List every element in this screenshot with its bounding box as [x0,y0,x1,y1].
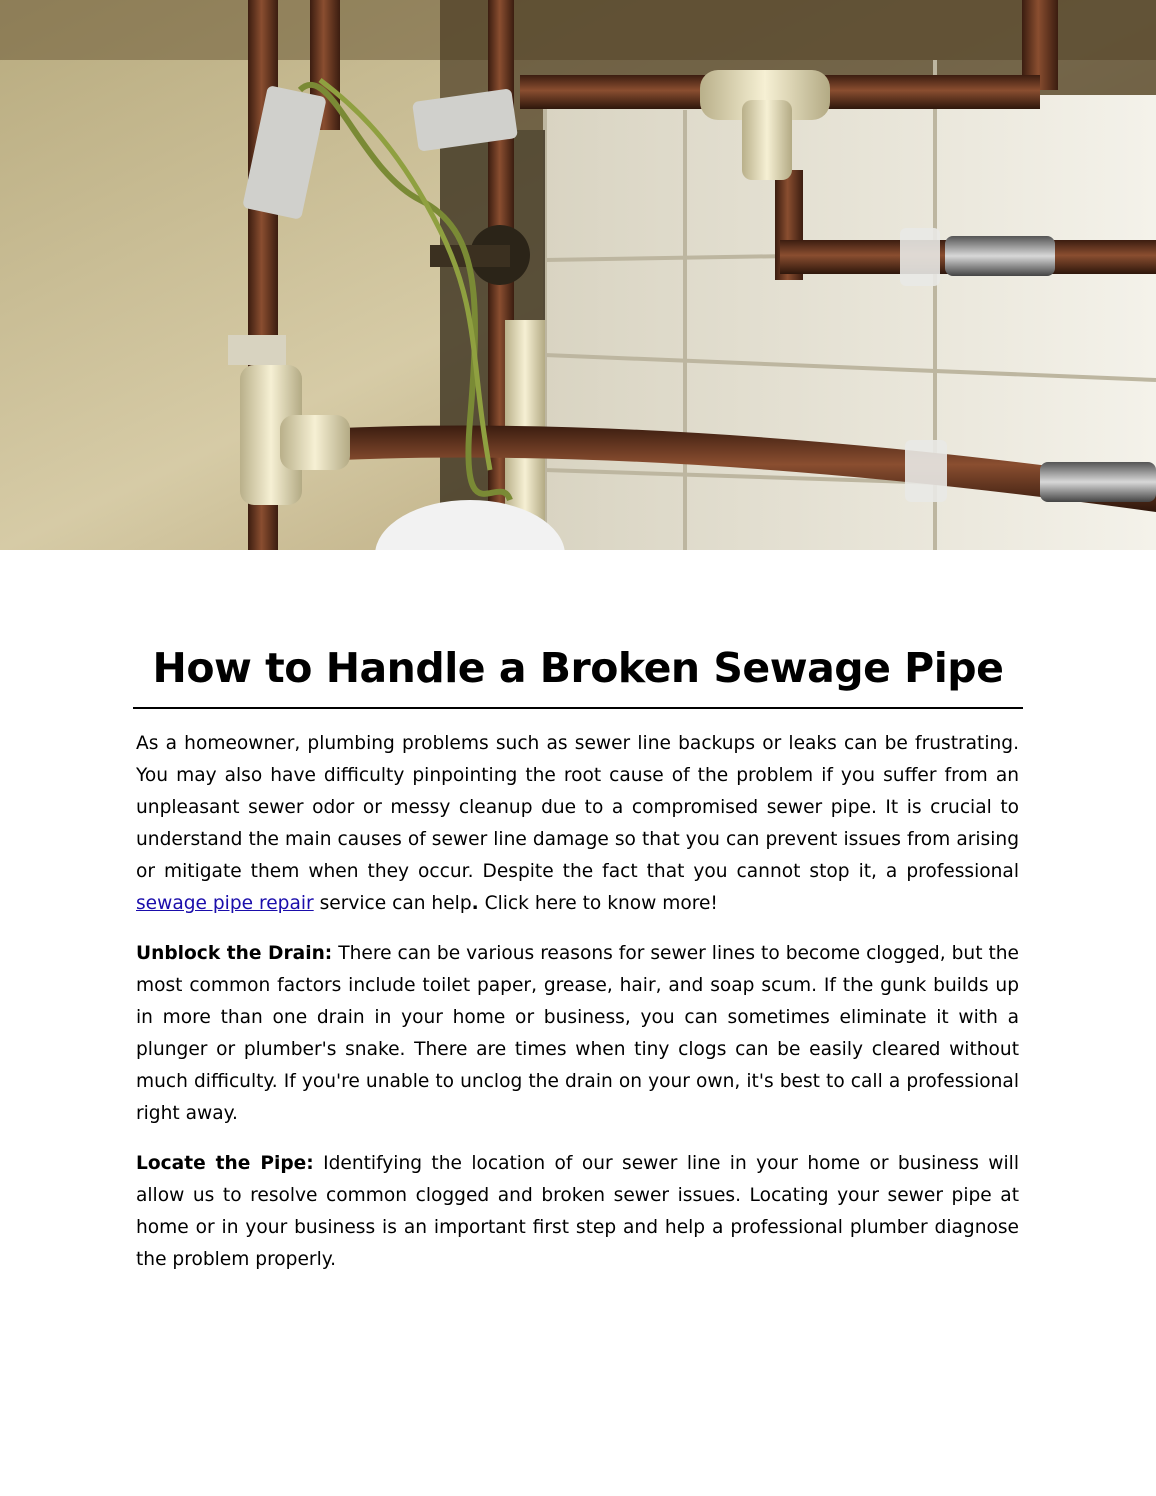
locate-pipe-paragraph [136,1148,1019,1276]
intro-click-here: Click here to know more! [478,893,718,914]
hero-photo [0,0,1156,550]
locate-pipe-body: Identifying the location of our sewer line in your home or business will allow us to resolve common clogged and broken sewer issues. Locating your sewer pipe at home or in your business is an important first step and help a professional plumber diagnose the problem properly. [136,1153,1019,1270]
intro-paragraph [136,728,1019,920]
unblock-drain-paragraph [136,938,1019,1130]
article-body [136,728,1019,1294]
pipes-photo-illustration [0,0,1156,550]
sewage-pipe-repair-link[interactable]: sewage pipe repair [136,893,314,914]
page-title: How to Handle a Broken Sewage Pipe [152,644,1004,692]
unblock-drain-heading: Unblock the Drain: [136,943,333,964]
unblock-drain-body: There can be various reasons for sewer lines to become clogged, but the most common factors include toilet paper, grease, hair, and soap scum. If the gunk builds up in more than one drain in your home or business, you can sometimes eliminate it with a plunger or plumber's snake. There are times when tiny clogs can be easily cleared without much difficulty. If you're unable to unclog the drain on your own, it's best to call a professional right away. [136,943,1019,1124]
intro-text: As a homeowner, plumbing problems such as sewer line backups or leaks can be frustrating. You may also have difficulty pinpointing the root cause of the problem if you suffer from an unpleasant sewer odor or messy cleanup due to a compromised sewer pipe. It is crucial to understand the main causes of sewer line damage so that you can prevent issues from arising or mitigate them when they occur. Despite the fact that you cannot stop it, a professional [136,733,1019,882]
intro-text-after-link: service can help [313,893,472,914]
locate-pipe-heading: Locate the Pipe: [136,1153,314,1174]
intro-bold-period: . [471,893,479,914]
title-divider [133,707,1023,709]
